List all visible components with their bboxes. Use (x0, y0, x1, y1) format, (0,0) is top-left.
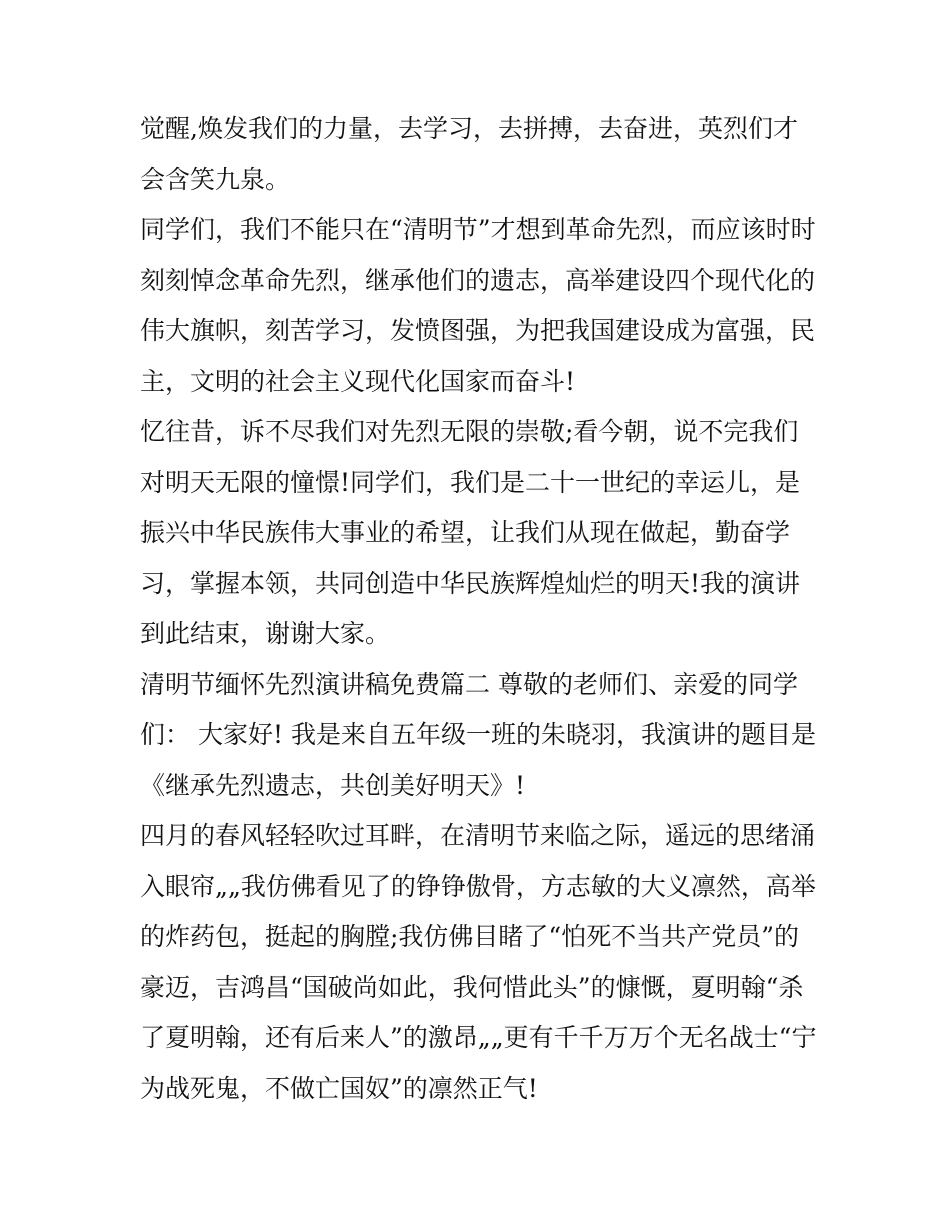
text-line: 主，文明的社会主义现代化国家而奋斗! (140, 366, 576, 396)
text-line: 《继承先烈遗志，共创美好明天》! (140, 770, 526, 800)
text-line: 清明节缅怀先烈演讲稿免费篇二 尊敬的老师们、亲爱的同学 (140, 669, 798, 699)
text-line: 觉醒,焕发我们的力量，去学习，去拼搏，去奋进，英烈们才 (140, 114, 798, 143)
text-line: 对明天无限的憧憬!同学们，我们是二十一世纪的幸运儿，是 (140, 467, 801, 497)
text-line: 伟大旗帜，刻苦学习，发愤图强，为把我国建设成为富强，民 (140, 316, 816, 345)
body-text (140, 104, 830, 1114)
text-line: 振兴中华民族伟大事业的希望，让我们从现在做起，勤奋学 (140, 518, 791, 547)
text-line: 们： 大家好! 我是来自五年级一班的朱晓羽，我演讲的题目是 (140, 720, 816, 749)
text-line: 同学们，我们不能只在“清明节”才想到革命先烈，而应该时时 (140, 215, 816, 244)
text-line: 到此结束，谢谢大家。 (140, 619, 391, 648)
text-line: 入眼帘„„我仿佛看见了的铮铮傲骨，方志敏的大义凛然，高举 (140, 871, 816, 901)
text-line: 四月的春风轻轻吹过耳畔，在清明节来临之际，遥远的思绪涌 (140, 821, 816, 850)
text-line: 豪迈，吉鸿昌“国破尚如此，我何惜此头”的慷慨，夏明翰“杀 (140, 972, 804, 1002)
text-line: 的炸药包，挺起的胸膛;我仿佛目睹了“怕死不当共产党员”的 (140, 922, 799, 951)
text-line: 习，掌握本领，共同创造中华民族辉煌灿烂的明天!我的演讲 (140, 568, 801, 598)
text-line: 会含笑九泉。 (140, 164, 291, 194)
text-line: 了夏明翰，还有后来人”的激昂„„更有千千万万个无名战士“宁 (140, 1023, 817, 1052)
text-line: 忆往昔，诉不尽我们对先烈无限的崇敬;看今朝，说不完我们 (140, 417, 799, 446)
text-line: 为战死鬼，不做亡国奴”的凛然正气! (140, 1073, 538, 1103)
text-line: 刻刻悼念革命先烈，继承他们的遗志，高举建设四个现代化的 (140, 265, 816, 295)
